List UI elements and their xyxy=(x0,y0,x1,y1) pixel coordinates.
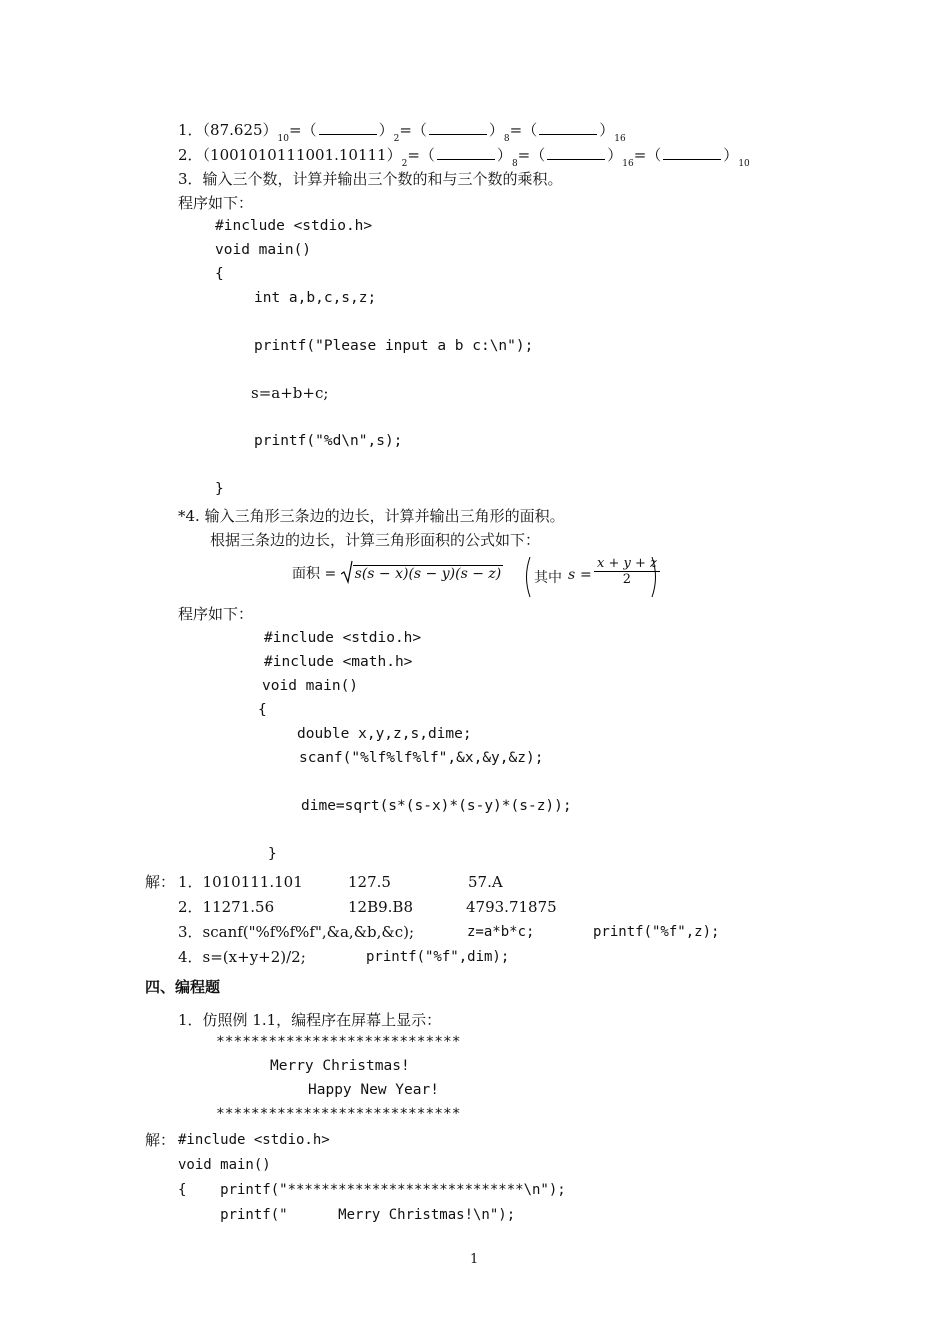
code-line: int a,b,c,s,z; xyxy=(254,290,377,306)
program-label-1: 程序如下： xyxy=(178,194,254,212)
answer-2-col1: 2．11271.56 xyxy=(178,898,275,916)
code-line: { xyxy=(258,702,267,718)
question-2: 2．$(1001010111001.10111)_2=$（ ）$_8=$（ ）$_{16}=$（ ）$_{10}$ xyxy=(178,146,750,169)
area-formula: 面积 = s(s − x)(s − y)(s − z) xyxy=(292,562,503,598)
code-line: { xyxy=(215,266,224,282)
code-line: #include <math.h> xyxy=(264,654,413,670)
code-line: double x,y,z,s,dime; xyxy=(297,726,472,742)
where-label: 其中 xyxy=(534,570,562,586)
s-var: s xyxy=(568,567,576,583)
left-paren xyxy=(522,556,532,598)
answer-1-col3: 57.A xyxy=(468,873,503,891)
code-line: } xyxy=(268,846,277,862)
code-line: void main() xyxy=(262,678,359,694)
answer-1-col2: 127.5 xyxy=(348,873,391,891)
right-paren xyxy=(650,556,660,598)
s-fraction: $\frac{x + y + z}{2}$ xyxy=(594,556,660,587)
code-line: dime=sqrt(s*(s-x)*(s-y)*(s-z)); xyxy=(301,798,572,814)
question-3: 3．输入三个数，计算并输出三个数的和与三个数的乘积。 xyxy=(178,170,563,188)
code-line: scanf("%lf%lf%lf",&x,&y,&z); xyxy=(299,750,544,766)
area-label: 面积 xyxy=(292,566,320,582)
code-line: #include <stdio.h> xyxy=(264,630,422,646)
code-line: printf("%d\n",s); xyxy=(254,433,403,449)
question-1: 1．$(87.625)_{10}=$（ ）$_2=$（ ）$_8=$（ ）$_{16}$ xyxy=(178,121,626,144)
answer-3-col3: printf("%f",z); xyxy=(593,924,720,940)
solution-label: 解： xyxy=(145,1131,176,1149)
answer-2-col3: 4793.71875 xyxy=(466,898,557,916)
where-formula: 其中 s = $\frac{x + y + z}{2}$ xyxy=(522,556,662,600)
code-line: #include <stdio.h> xyxy=(215,218,373,234)
sqrt-sign xyxy=(341,560,353,584)
answer-4-col1: 4．s=(x+y+2)/2; xyxy=(178,948,306,966)
answer-3-col2: z=a*b*c; xyxy=(467,924,535,940)
section-title: 四、编程题 xyxy=(145,978,221,996)
answer-label: 解： xyxy=(145,873,176,891)
display-line: Merry Christmas! xyxy=(270,1058,410,1074)
page-number: 1 xyxy=(470,1252,479,1267)
code-line: void main() xyxy=(215,242,312,258)
solution-line: #include <stdio.h> xyxy=(178,1132,330,1148)
answer-1-col1: 1．1010111.101 xyxy=(178,873,303,891)
code-line: s=a+b+c; xyxy=(251,384,329,402)
answer-3-col1: 3．scanf("%f%f%f",&a,&b,&c); xyxy=(178,923,415,941)
solution-line: { printf("****************************\n"); xyxy=(178,1182,566,1198)
section-question-1: 1．仿照例 1.1，编程序在屏幕上显示： xyxy=(178,1011,442,1029)
code-line: printf("Please input a b c:\n"); xyxy=(254,338,534,354)
program-label-2: 程序如下： xyxy=(178,605,254,623)
formula-intro: 根据三条边的边长，计算三角形面积的公式如下： xyxy=(210,531,541,549)
solution-line: printf(" Merry Christmas!\n"); xyxy=(178,1207,516,1223)
display-line: Happy New Year! xyxy=(308,1082,439,1098)
question-4: *4. 输入三角形三条边的边长，计算并输出三角形的面积。 xyxy=(178,507,565,525)
code-line: } xyxy=(215,481,224,497)
answer-2-col2: 12B9.B8 xyxy=(348,898,413,916)
area-rhs: s(s − x)(s − y)(s − z) xyxy=(354,566,502,582)
solution-line: void main() xyxy=(178,1157,271,1173)
answer-4-col2: printf("%f",dim); xyxy=(366,949,510,965)
display-line: **************************** xyxy=(216,1106,461,1122)
display-line: **************************** xyxy=(216,1034,461,1050)
